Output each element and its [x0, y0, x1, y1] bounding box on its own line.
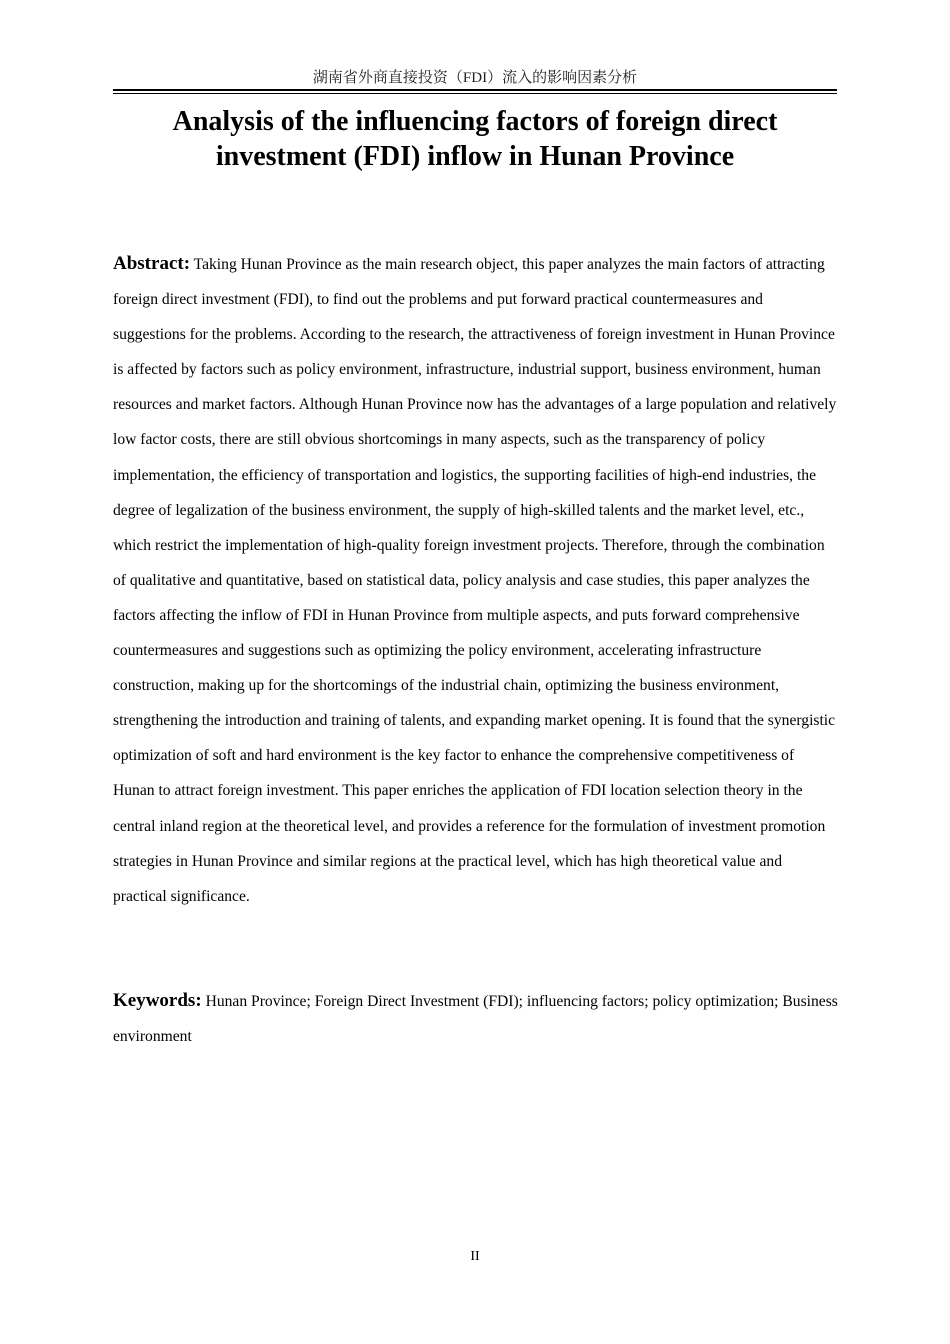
abstract-label: Abstract:	[113, 253, 191, 274]
running-header: 湖南省外商直接投资（FDI）流入的影响因素分析	[312, 70, 638, 86]
abstract-paragraph	[113, 246, 839, 914]
document-title: Analysis of the influencing factors of foreign direct investment (FDI) inflow in Hunan Province	[172, 106, 778, 172]
keywords-label: Keywords:	[113, 990, 202, 1011]
header-rule-thin	[113, 93, 837, 94]
page-number: II	[470, 1249, 480, 1264]
abstract-text: Taking Hunan Province as the main research object, this paper analyzes the main factors of attracting foreign direct investment (FDI), to find out the problems and put forward practical countermeasures and suggestions for the problems. According to the research, the attractiveness of foreign investment in Hunan Province is affected by factors such as policy environment, infrastructure, industrial support, business environment, human resources and market factors. Although Hunan Province now has the advantages of a large population and relatively low factor costs, there are still obvious shortcomings in many aspects, such as the transparency of policy implementation, the efficiency of transportation and logistics, the supporting facilities of high-end industries, the degree of legalization of the business environment, the supply of high-skilled talents and the market level, etc., which restrict the implementation of high-quality foreign investment projects. Therefore, through the combination of qualitative and quantitative, based on statistical data, policy analysis and case studies, this paper analyzes the factors affecting the inflow of FDI in Hunan Province from multiple aspects, and puts forward comprehensive countermeasures and suggestions such as optimizing the policy environment, accelerating infrastructure construction, making up for the shortcomings of the industrial chain, optimizing the business environment, strengthening the introduction and training of talents, and expanding market opening. It is found that the synergistic optimization of soft and hard environment is the key factor to enhance the comprehensive competitiveness of Hunan to attract foreign investment. This paper enriches the application of FDI location selection theory in the central inland region at the theoretical level, and provides a reference for the formulation of investment promotion strategies in Hunan Province and similar regions at the practical level, which has high theoretical value and practical significance.	[113, 256, 837, 905]
header-rule-thick	[113, 89, 837, 91]
keywords-paragraph	[113, 983, 839, 1054]
keywords-text: Hunan Province; Foreign Direct Investment (FDI); influencing factors; policy optimization; Business environment	[113, 993, 838, 1045]
